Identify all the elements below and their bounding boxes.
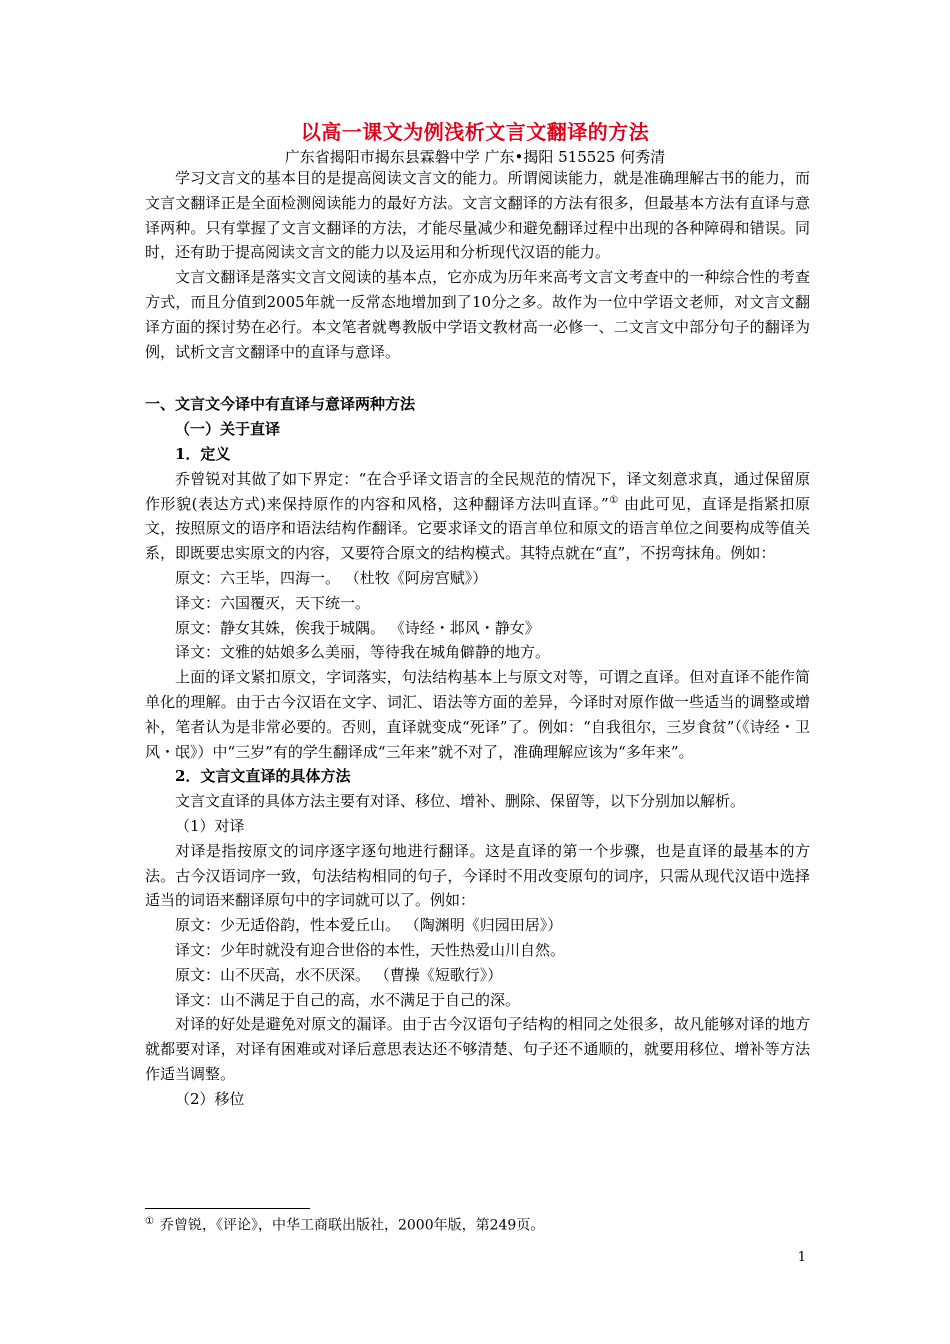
page-number: 1 bbox=[797, 1250, 806, 1265]
example-line: 原文：六王毕，四海一。 （杜牧《阿房宫赋》） bbox=[175, 568, 488, 587]
author-line: 广东省揭阳市揭东县霖磐中学 广东•揭阳 515525 何秀清 bbox=[284, 148, 666, 166]
example-line: 原文：静女其姝，俟我于城隅。 《诗经・邶风・静女》 bbox=[175, 618, 540, 637]
duiyi-heading: （1）对译 bbox=[175, 816, 245, 835]
definition-text-b: 由此可见，直译是指紧扣原文，按照原文的语序和语法结构作翻译。它要求译文的语言单位和原文的语言单位之间要构成等值关系，即既要忠实原文的内容，又要符合原文的结构模式。其特点就在“直”，不拐弯抹角。例如： bbox=[145, 494, 810, 563]
definition-paragraph bbox=[145, 467, 810, 566]
footnote-divider bbox=[145, 1208, 310, 1209]
intro-paragraph-1: 学习文言文的基本目的是提高阅读文言文的能力。所谓阅读能力，就是准确理解古书的能力，而文言文翻译正是全面检测阅读能力的最好方法。文言文翻译的方法有很多，但最基本方法有直译与意译两种。只有掌握了文言文翻译的方法，才能尽量减少和避免翻译过程中出现的各种障碍和错误。同时，还有助于提高阅读文言文的能力以及运用和分析现代汉语的能力。 bbox=[145, 169, 810, 262]
example-line: 原文：山不厌高，水不厌深。 （曹操《短歌行》） bbox=[175, 965, 503, 984]
duiyi-paragraph-2: 对译的好处是避免对原文的漏译。由于古今汉语句子结构的相同之处很多，故凡能够对译的地方就都要对译，对译有困难或对译后意思表达还不够清楚、句子还不通顺的，就要用移位、增补等方法作适当调整。 bbox=[145, 1015, 810, 1083]
example-line: 译文：六国覆灭，天下统一。 bbox=[175, 593, 371, 612]
method-paragraph: 文言文直译的具体方法主要有对译、移位、增补、删除、保留等，以下分别加以解析。 bbox=[175, 792, 746, 811]
page-title: 以高一课文为例浅析文言文翻译的方法 bbox=[300, 120, 650, 144]
section-spacer bbox=[145, 364, 810, 392]
intro-paragraph-2: 文言文翻译是落实文言文阅读的基本点，它亦成为历年来高考文言文考查中的一种综合性的考查方式，而且分值到2005年就一反常态地增加到了10分之多。故作为一位中学语文老师，对文言文翻译方面的探讨势在必行。本文笔者就粤教版中学语文教材高一必修一、二文言文中部分句子的翻译为例，试析文言文翻译中的直译与意译。 bbox=[145, 268, 810, 361]
definition-text-a: 乔曾锐对其做了如下界定：“在合乎译文语言的全民规范的情况下，译文刻意求真，通过保留原作形貌(表达方式)来保持原作的内容和风格，这种翻译方法叫直译。” bbox=[145, 469, 810, 513]
duiyi-paragraph: 对译是指按原文的词序逐字逐句地进行翻译。这是直译的第一个步骤，也是直译的最基本的方法。古今汉语词序一致，句法结构相同的句子，今译时不用改变原句的词序，只需从现代汉语中选择适当的词语来翻译原句中的字词就可以了。例如： bbox=[145, 841, 810, 910]
example-line: 译文：文雅的姑娘多么美丽，等待我在城角僻静的地方。 bbox=[175, 643, 551, 662]
definition-heading: 1．定义 bbox=[175, 444, 231, 463]
method-heading: 2．文言文直译的具体方法 bbox=[175, 767, 351, 786]
section-heading: 一、文言文今译中有直译与意译两种方法 bbox=[145, 395, 416, 414]
example-line: 原文：少无适俗韵，性本爱丘山。 （陶渊明《归园田居》） bbox=[175, 916, 563, 935]
example-line: 译文：山不满足于自己的高，水不满足于自己的深。 bbox=[175, 990, 521, 1009]
yiwei-heading: （2）移位 bbox=[175, 1089, 245, 1108]
footnote-reference[interactable]: ① bbox=[608, 494, 619, 506]
footnote-text: 乔曾锐，《评论》，中华工商联出版社，2000年版，第249页。 bbox=[159, 1217, 545, 1234]
definition-paragraph-2: 上面的译文紧扣原文，字词落实，句法结构基本上与原文对等，可谓之直译。但对直译不能作简单化的理解。由于古今汉语在文字、词汇、语法等方面的差异，今译时对原作做一些适当的调整或增补，笔者认为是非常必要的。否则，直译就变成“死译”了。例如：“自我徂尔，三岁食贫”（《诗经・卫风・氓》）中“三岁”有的学生翻译成“三年来”就不对了，准确理解应该为“多年来”。 bbox=[145, 668, 810, 761]
footnote-mark: ① bbox=[145, 1216, 154, 1227]
footnote bbox=[145, 1212, 810, 1236]
article-body bbox=[145, 166, 810, 1111]
example-line: 译文：少年时就没有迎合世俗的本性，天性热爱山川自然。 bbox=[175, 940, 566, 959]
subsection-heading: （一）关于直译 bbox=[175, 420, 281, 439]
